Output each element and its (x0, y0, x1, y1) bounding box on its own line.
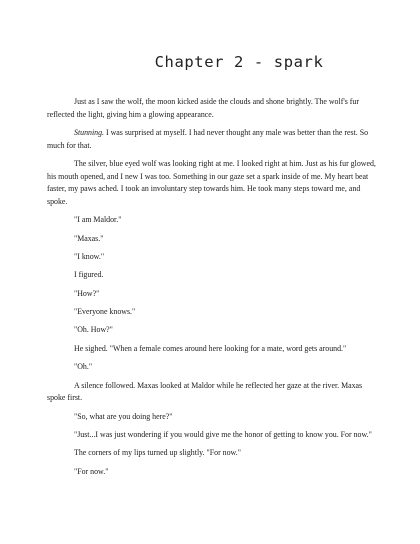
paragraph (47, 233, 377, 246)
paragraph-lead-emphasis: Stunning. (74, 127, 105, 137)
paragraph (47, 96, 377, 121)
paragraph-text: "So, what are you doing here?" (74, 411, 173, 421)
paragraph-text: "Oh. How?" (74, 325, 113, 335)
paragraph (47, 127, 377, 152)
paragraph-text: I figured. (74, 270, 104, 280)
paragraph-text: A silence followed. Maxas looked at Maldor while he reflected her gaze at the river. Maxas spoke first. (47, 380, 363, 403)
paragraph (47, 324, 377, 337)
paragraph-text: "How?" (74, 288, 100, 298)
paragraph-text: The corners of my lips turned up slightly. "For now." (74, 448, 241, 458)
paragraph (47, 158, 377, 208)
paragraph-text: He sighed. "When a female comes around here looking for a mate, word gets around." (74, 343, 347, 353)
paragraph (47, 214, 377, 227)
paragraph-text: "Everyone knows." (74, 307, 136, 317)
paragraph (47, 288, 377, 301)
paragraph-text: The silver, blue eyed wolf was looking right at me. I looked right at him. Just as his fur glowed, his mouth opened, and I new I was too. Something in our gaze set a spark inside of me. My heart beat faster, my paws ached. I took an involuntary step towards him. He took many steps toward me, and spoke. (47, 158, 376, 206)
paragraph (47, 411, 377, 424)
paragraph (47, 269, 377, 282)
paragraph-text: I was surprised at myself. I had never thought any male was better than the rest. So much for that. (47, 127, 369, 150)
paragraph-text: "Maxas." (74, 233, 104, 243)
paragraph (47, 447, 377, 460)
paragraph (47, 343, 377, 356)
paragraph-text: "For now." (74, 466, 109, 476)
paragraph-text: Just as I saw the wolf, the moon kicked aside the clouds and shone brightly. The wolf's fur reflected the light, giving him a glowing appearance. (47, 97, 359, 119)
chapter-title: Chapter 2 - spark (154, 53, 324, 71)
paragraph-text: "Oh." (74, 362, 93, 372)
paragraph (47, 306, 377, 319)
paragraph (47, 380, 377, 405)
chapter-body (47, 96, 377, 484)
paragraph-text: "Just...I was just wondering if you would give me the honor of getting to know you. For now." (74, 430, 372, 440)
paragraph-text: "I know." (74, 251, 105, 261)
paragraph (47, 361, 377, 374)
paragraph (47, 429, 377, 442)
paragraph (47, 466, 377, 479)
paragraph (47, 251, 377, 264)
paragraph-text: "I am Maldor." (74, 215, 122, 225)
